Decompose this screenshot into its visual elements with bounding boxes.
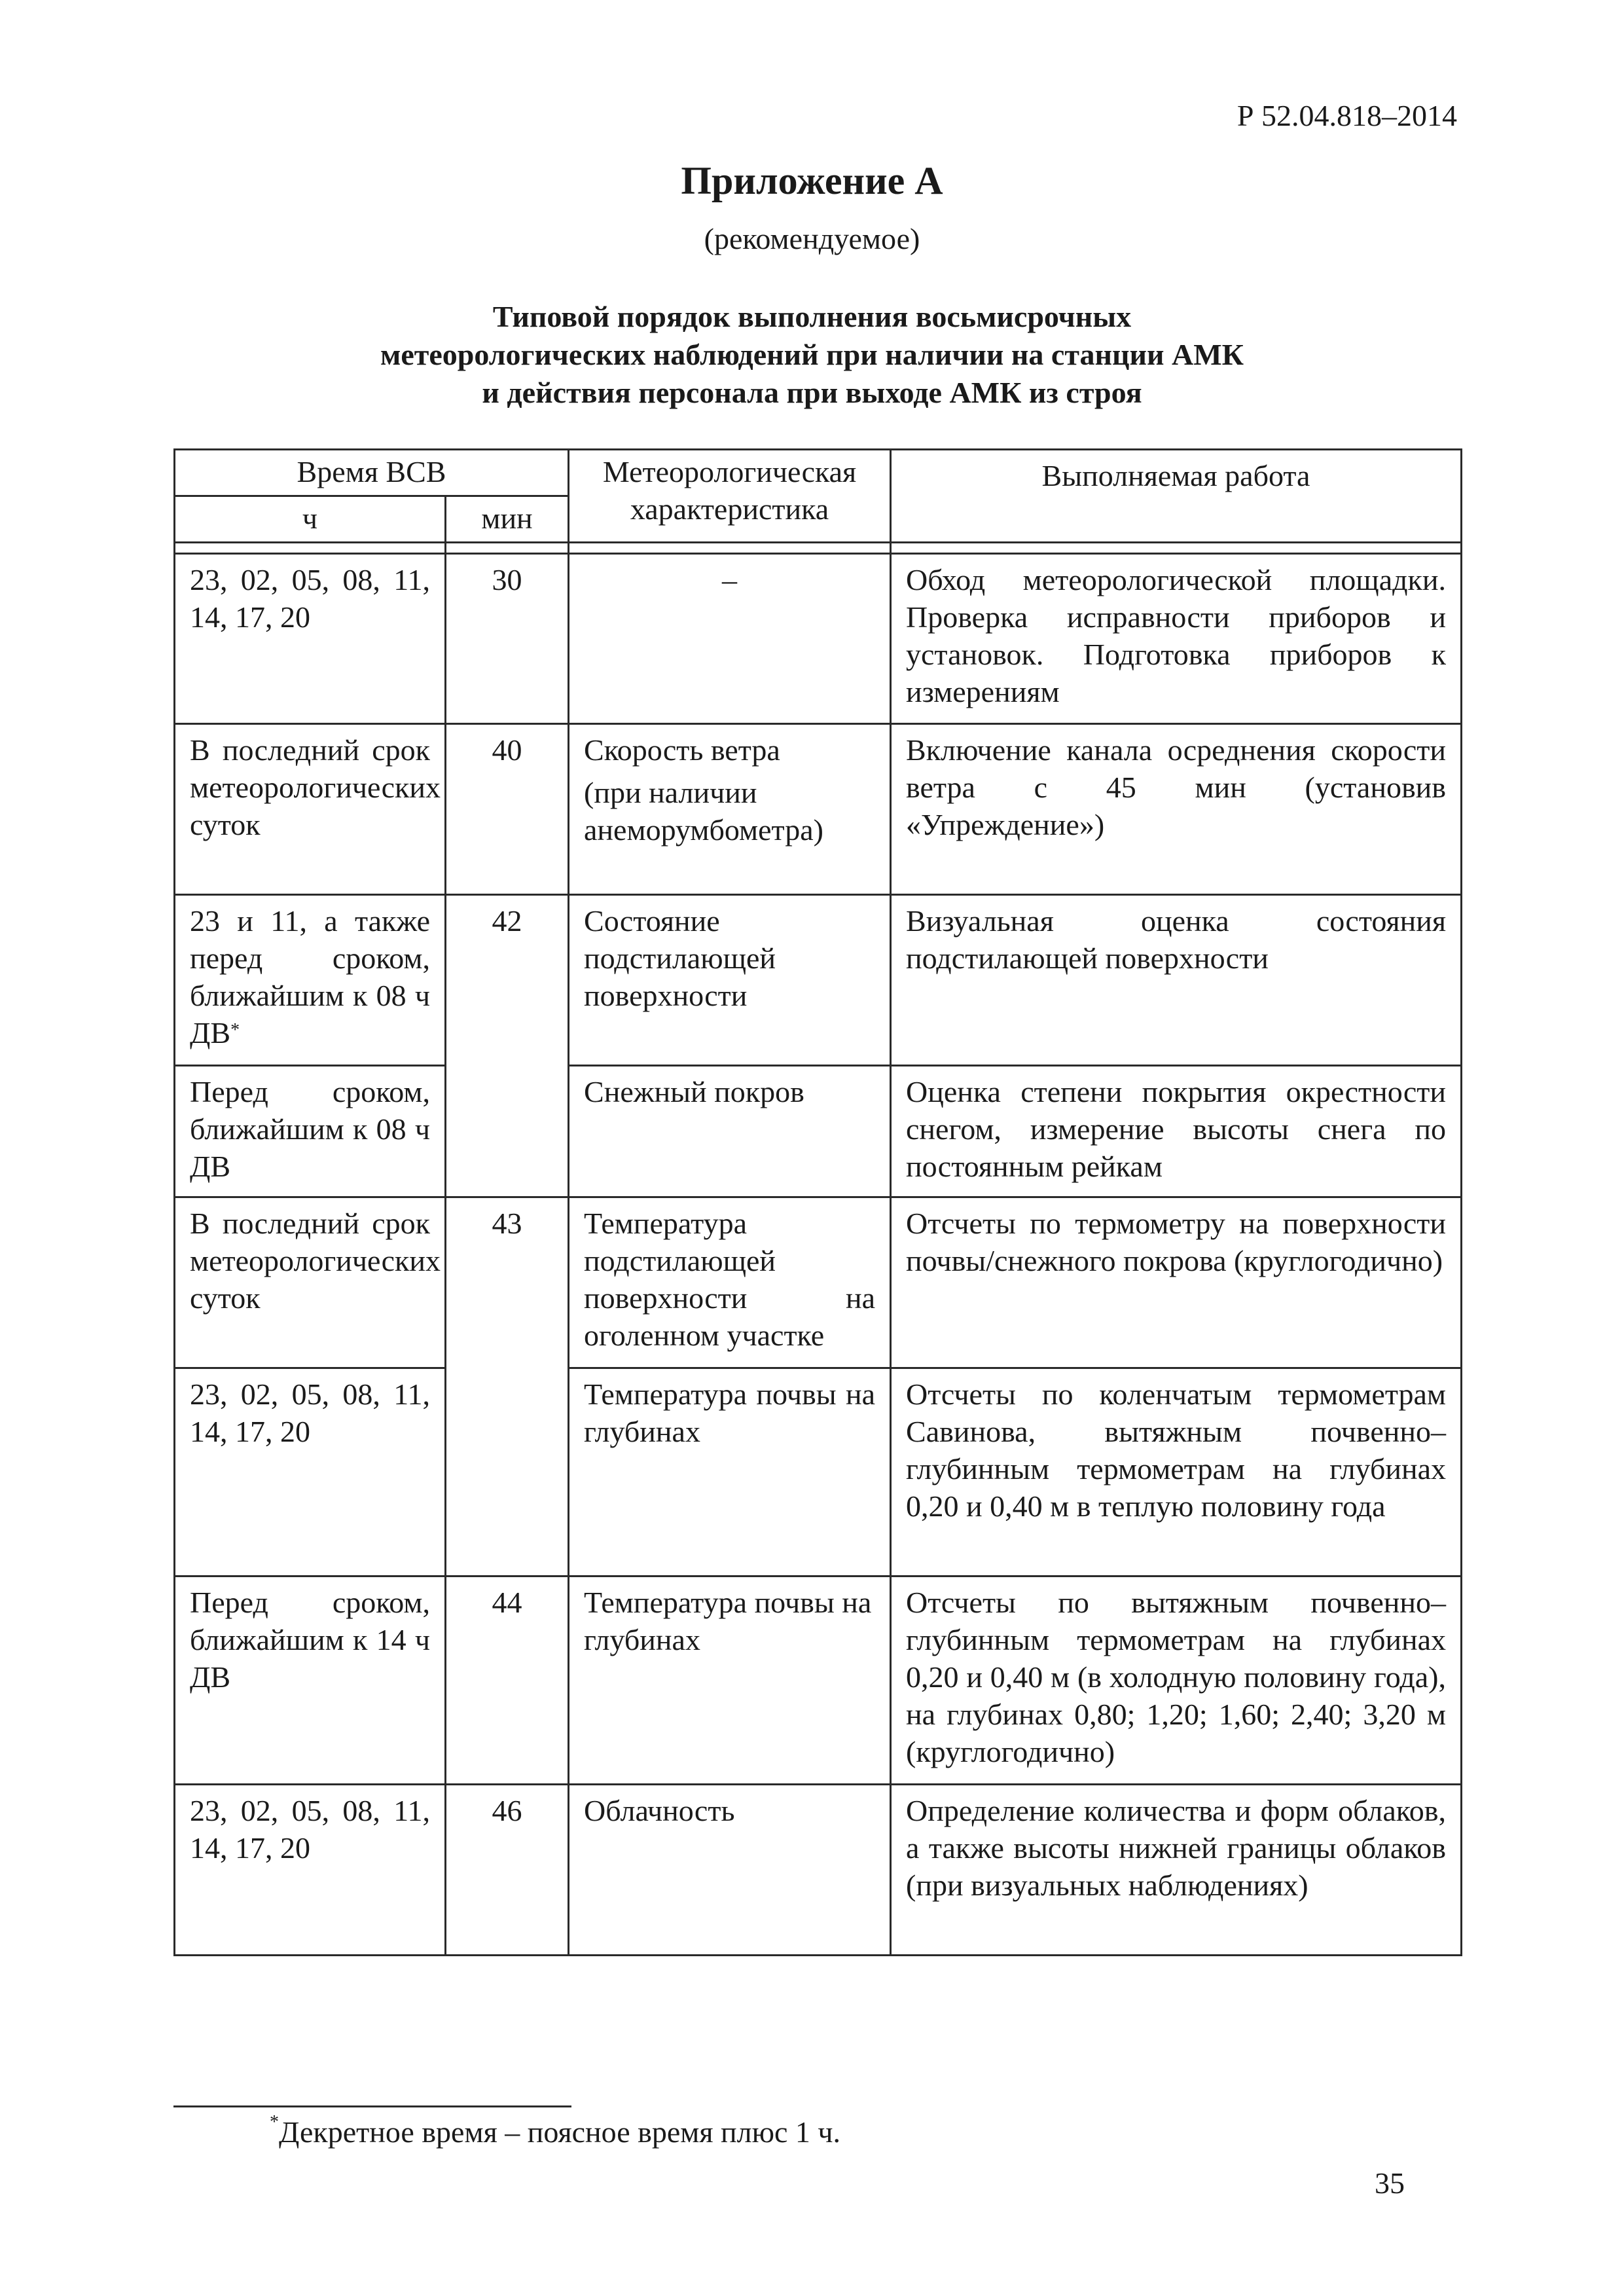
table-row	[175, 724, 1462, 895]
work-cell: Определение количества и форм облаков, а также высоты нижней границы облаков (при визуальных наблюдениях)	[891, 1785, 1462, 1956]
footnote-mark: *	[270, 2112, 279, 2132]
table-row	[175, 895, 1462, 1066]
spacer-cell	[569, 543, 891, 554]
characteristic-cell: –	[569, 554, 891, 724]
appendix-subtitle: (рекомендуемое)	[704, 222, 920, 255]
table-row	[175, 1576, 1462, 1785]
minutes-cell: 46	[446, 1785, 569, 1956]
minutes-cell: 40	[446, 724, 569, 895]
hours-cell: Перед сроком, ближайшим к 14 ч ДВ	[175, 1576, 446, 1785]
header-time-group: Время ВСВ	[175, 450, 569, 496]
hours-cell: 23, 02, 05, 08, 11, 14, 17, 20	[175, 554, 446, 724]
footnote-divider	[173, 2105, 571, 2107]
work-cell: Визуальная оценка состояния подстилающей поверхности	[891, 895, 1462, 1066]
hours-cell: Перед сроком, ближайшим к 08 ч ДВ	[175, 1066, 446, 1197]
header-row	[175, 450, 1462, 496]
table-row	[175, 554, 1462, 724]
hours-cell: 23, 02, 05, 08, 11, 14, 17, 20	[175, 1785, 446, 1956]
characteristic-cell: Температура подстилающей поверхности на оголенном участке	[569, 1197, 891, 1368]
table-title	[0, 298, 1624, 412]
document-code: Р 52.04.818–2014	[1236, 99, 1457, 132]
work-cell: Отсчеты по коленчатым термометрам Савинова, вытяжным почвенно–глубинным термометрам на глубинах 0,20 и 0,40 м в теплую половину года	[891, 1368, 1462, 1576]
table-title-line: метеорологических наблюдений при наличии на станции АМК	[380, 338, 1244, 371]
characteristic-cell: Температура почвы на глубинах	[569, 1576, 891, 1785]
characteristic-cell: Снежный покров	[569, 1066, 891, 1197]
header-hours: ч	[175, 496, 446, 543]
footnote-mark: *	[230, 1020, 240, 1040]
minutes-cell: 44	[446, 1576, 569, 1785]
work-cell: Включение канала осреднения скорости ветра с 45 мин (установив «Упреждение»)	[891, 724, 1462, 895]
spacer-cell	[175, 543, 446, 554]
minutes-cell: 42	[446, 895, 569, 1197]
table-row	[175, 1785, 1462, 1956]
work-cell: Оценка степени покрытия окрестности снегом, измерение высоты снега по постоянным рейкам	[891, 1066, 1462, 1197]
hours-text: 23 и 11, а также перед сроком, ближайшим к 08 ч ДВ	[190, 904, 430, 1049]
table-row	[175, 1066, 1462, 1197]
characteristic-cell	[569, 724, 891, 895]
table-title-line: Типовой порядок выполнения восьмисрочных	[492, 300, 1132, 333]
characteristic-cell: Облачность	[569, 1785, 891, 1956]
observation-schedule-table	[173, 448, 1462, 1956]
characteristic-text: Скорость ветра	[584, 733, 780, 767]
work-cell: Отсчеты по термометру на поверхности почвы/снежного покрова (круглогодично)	[891, 1197, 1462, 1368]
spacer-cell	[891, 543, 1462, 554]
spacer-cell	[446, 543, 569, 554]
hours-cell	[175, 895, 446, 1066]
work-cell: Обход метеорологической площадки. Проверка исправности приборов и установок. Подготовка приборов к измерениям	[891, 554, 1462, 724]
minutes-cell: 30	[446, 554, 569, 724]
header-minutes: мин	[446, 496, 569, 543]
table-title-line: и действия персонала при выходе АМК из строя	[482, 376, 1142, 409]
page-number: 35	[1375, 2166, 1405, 2200]
table-row	[175, 1197, 1462, 1368]
column-number-row	[175, 543, 1462, 554]
characteristic-note: (при наличии анеморумбометра)	[584, 776, 823, 847]
footnote	[270, 2112, 841, 2149]
characteristic-cell: Состояние подстилающей поверхности	[569, 895, 891, 1066]
work-cell: Отсчеты по вытяжным почвенно–глубинным термометрам на глубинах 0,20 и 0,40 м (в холодную половину года), на глубинах 0,80; 1,20; 1,60; 2,40; 3,20 м (круглогодично)	[891, 1576, 1462, 1785]
characteristic-cell: Температура почвы на глубинах	[569, 1368, 891, 1576]
header-work: Выполняемая работа	[891, 450, 1462, 543]
appendix-title: Приложение А	[681, 159, 943, 202]
hours-cell: В последний срок метеорологических суток	[175, 724, 446, 895]
hours-cell: В последний срок метеорологических суток	[175, 1197, 446, 1368]
table-row	[175, 1368, 1462, 1576]
header-characteristic: Метеорологическая характеристика	[569, 450, 891, 543]
footnote-text: Декретное время – поясное время плюс 1 ч.	[279, 2115, 841, 2149]
hours-cell: 23, 02, 05, 08, 11, 14, 17, 20	[175, 1368, 446, 1576]
minutes-cell: 43	[446, 1197, 569, 1576]
